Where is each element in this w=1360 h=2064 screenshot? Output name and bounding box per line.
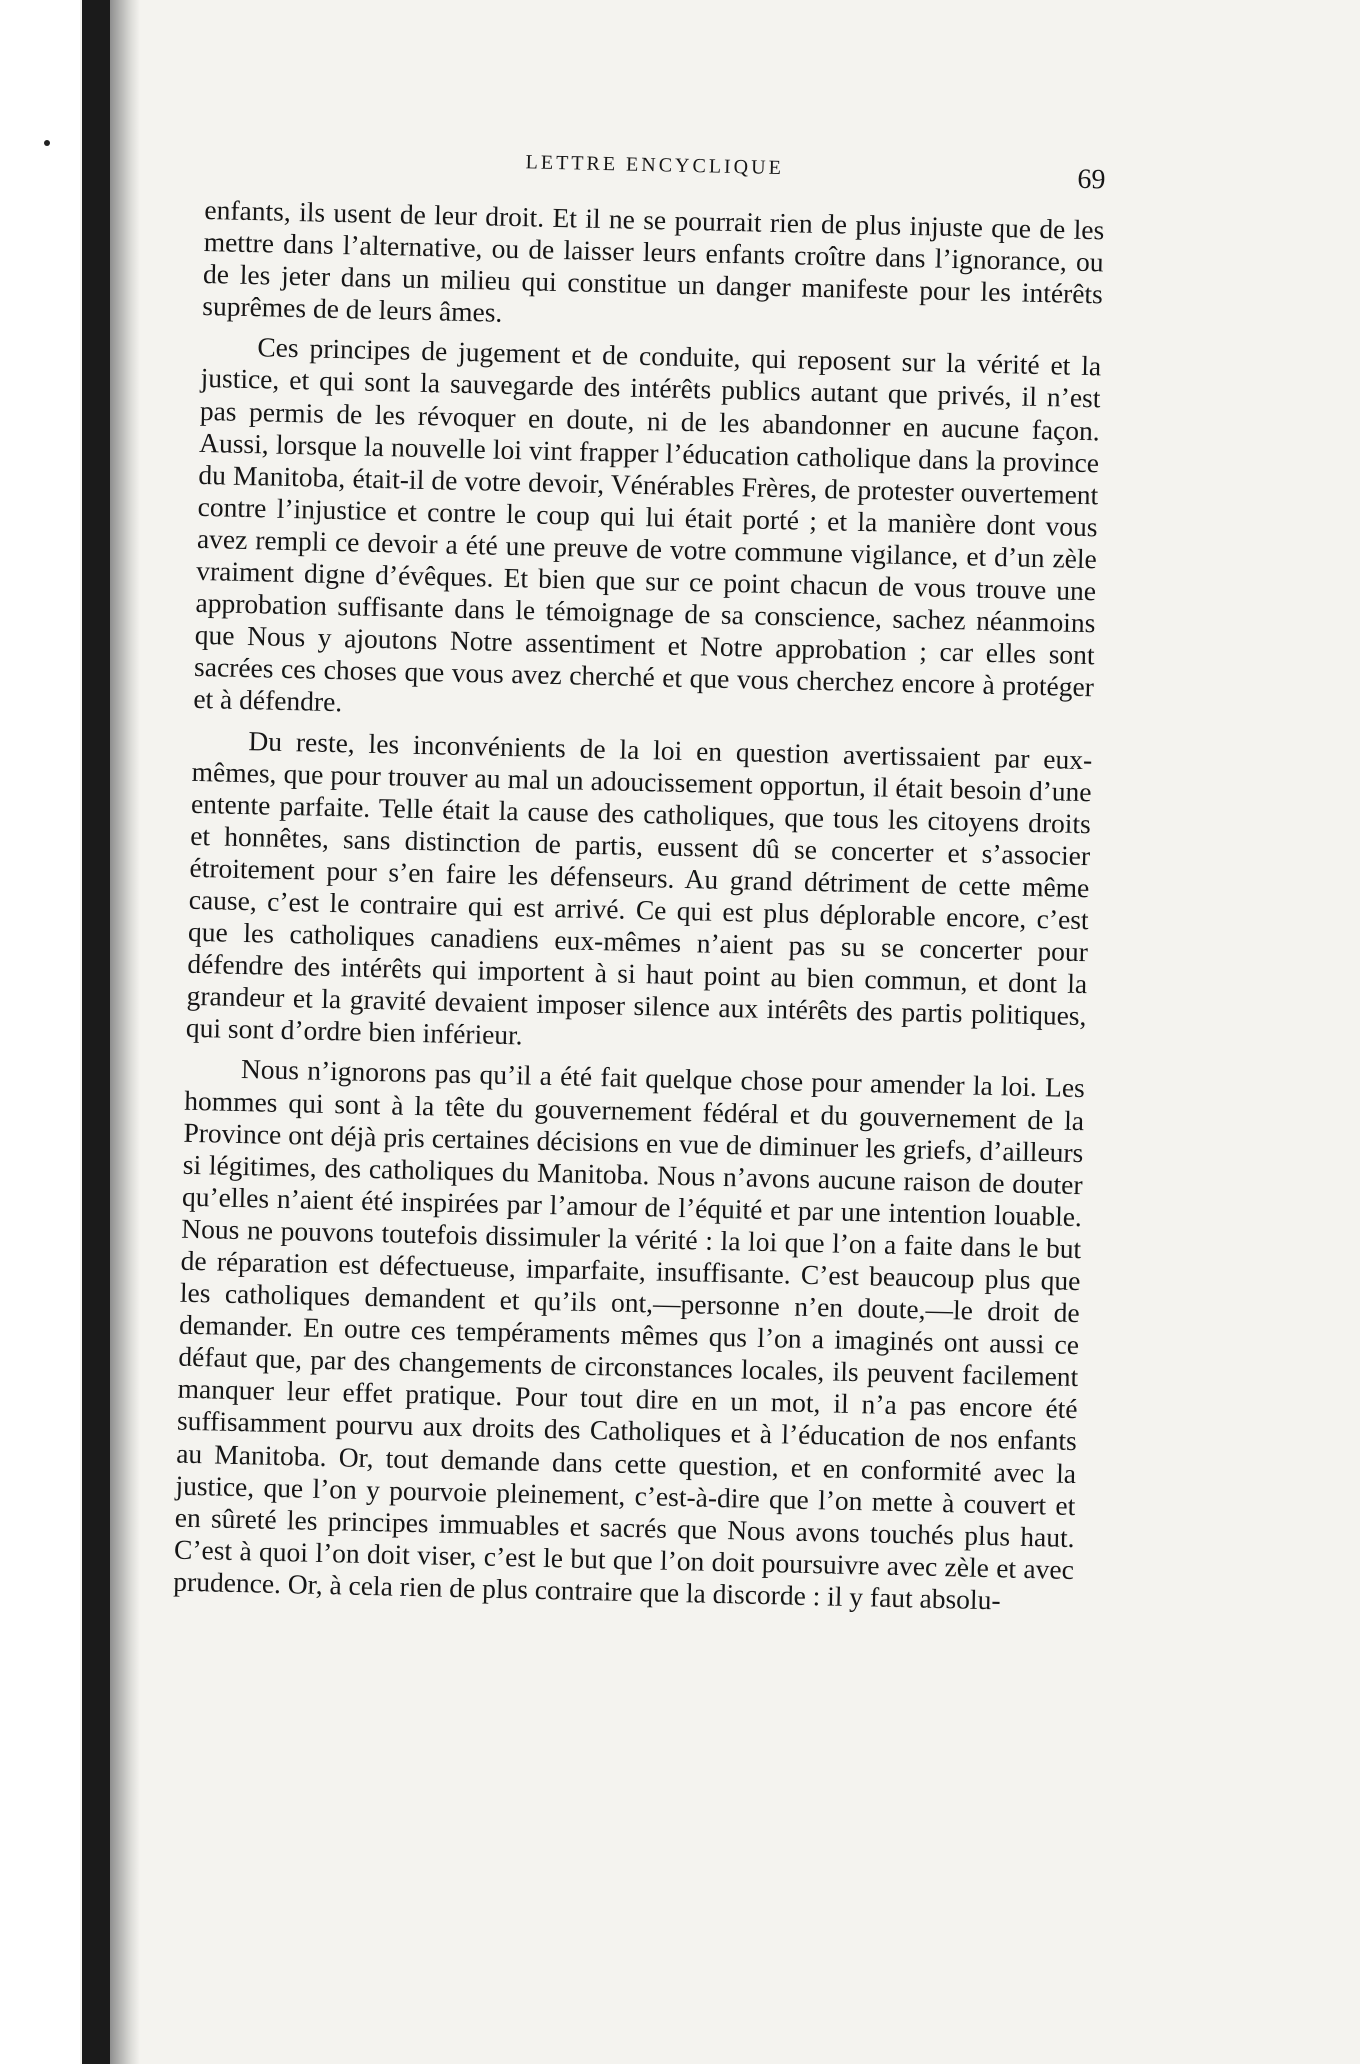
- left-margin: [0, 0, 80, 2064]
- book-binding-edge: [82, 0, 110, 2064]
- printed-page: [173, 144, 1106, 1626]
- paragraph: Nous n’ignorons pas qu’il a été fait quelque chose pour amender la loi. Les hommes qui sont à la tête du gouvernement fédéral et du gouvernement de la Province ont déjà pris certaines décisions en vue de diminuer les griefs, d’ailleurs si légitimes, des catholiques du Manitoba. Nous n’avons aucune raison de douter qu’elles n’aient été inspirées par l’amour de l’équité et par une intention louable. Nous ne pouvons toutefois dissimuler la vérité : la loi que l’on a faite dans le but de réparation est défectueuse, imparfaite, insuffisante. C’est beaucoup plus que les catholiques demandent et qu’ils ont,—personne n’en doute,—le droit de demander. En outre ces tempéraments mêmes qus l’on a imaginés ont aussi ce défaut que, par des changements de circonstances locales, ils peuvent facilement manquer leur effet pratique. Pour tout dire en un mot, il n’a pas encore été suffisamment pourvu aux droits des Catholiques et à l’éducation de nos enfants au Manitoba. Or, tout demande dans cette question, et en conformité avec la justice, que l’on y pourvoie pleinement, c’est-à-dire que l’on mette à couvert et en sûreté les principes immuables et sacrés que Nous avons touchés plus haut. C’est à quoi l’on doit viser, c’est le but que l’on doit poursuivre avec zèle et avec prudence. Or, à cela rien de plus contraire que la discorde : il y faut absolu-: [173, 1053, 1086, 1616]
- running-head-title: LETTRE ENCYCLIQUE: [525, 151, 785, 180]
- binding-shadow: [110, 0, 140, 2064]
- running-head: [205, 144, 1106, 204]
- body-text: [173, 194, 1105, 1618]
- paragraph: Du reste, les inconvénients de la loi en question avertissaient par eux-mêmes, que pour trouver au mal un adoucissement opportun, il était besoin d’une entente parfaite. Telle était la cause des catholiques, que tous les citoyens droits et honnêtes, sans distinction de partis, eussent dû se concerter et s’associer étroitement pour s’en faire les défenseurs. Au grand détriment de cette même cause, c’est le contraire qui est arrivé. Ce qui est plus déplorable encore, c’est que les catholiques canadiens eux-mêmes n’aient pas su se concerter pour défendre des intérêts qui importent à si haut point au bien commun, et dont la grandeur et la gravité devaient imposer silence aux intérêts des partis politiques, qui sont d’ordre bien inférieur.: [185, 724, 1093, 1051]
- dust-speck: [44, 140, 50, 146]
- paragraph-continued: enfants, ils usent de leur droit. Et il ne se pourrait rien de plus injuste que de les mettre dans l’alternative, ou de laisser leurs enfants croître dans l’ignorance, ou de les jeter dans un milieu qui constitue un danger manifeste pour les intérêts suprêmes de de leurs âmes.: [201, 193, 1105, 329]
- paragraph: Ces principes de jugement et de conduite, qui reposent sur la vérité et la justice, et qui sont la sauvegarde des intérêts publics autant que privés, il n’est pas permis de les révoquer en doute, ni de les abandonner en aucune façon. Aussi, lorsque la nouvelle loi vint frapper l’éducation catholique dans la province du Manitoba, était-il de votre devoir, Vénérables Frères, de protester ouvertement contre l’injustice et contre le coup qui lui était porté ; et la manière dont vous avez rempli ce devoir a été une preuve de votre commune vigilance, et d’un zèle vraiment digne d’évêques. Et bien que sur ce point chacun de vous trouve une approbation suffisante dans le témoignage de sa conscience, sachez néanmoins que Nous y ajoutons Notre assentiment et Notre approbation ; car elles sont sacrées ces choses que vous avez cherché et que vous cherchez encore à protéger et à défendre.: [193, 331, 1102, 718]
- page-number: 69: [1077, 163, 1106, 196]
